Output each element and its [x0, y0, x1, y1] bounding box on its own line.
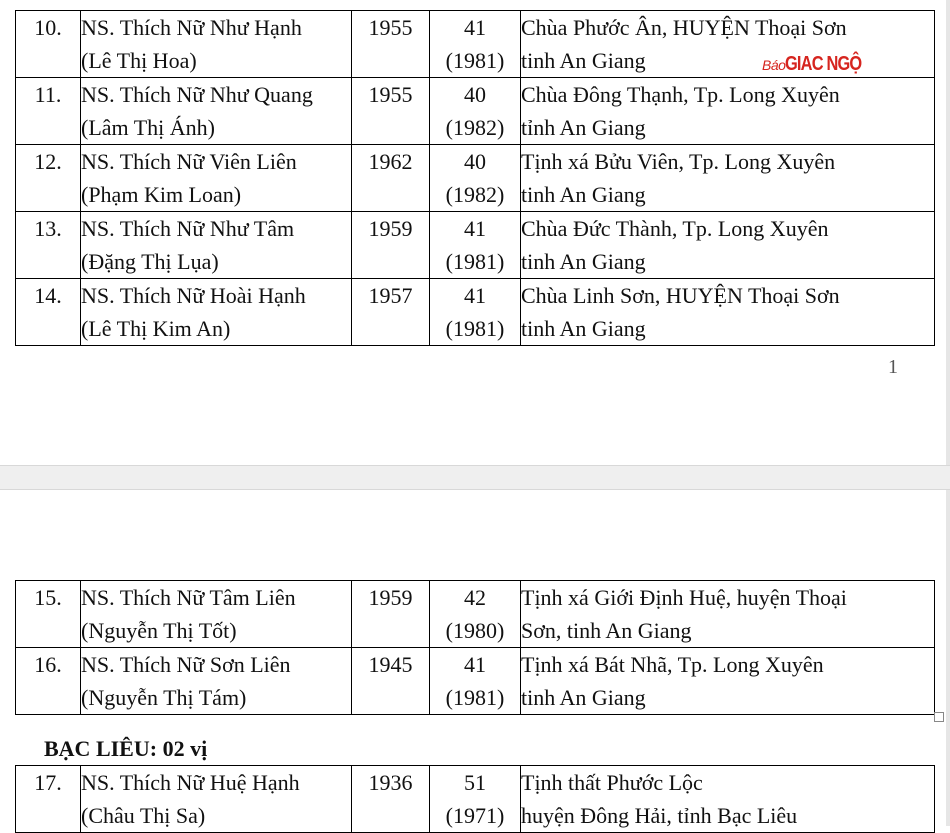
- table-row: [16, 581, 935, 648]
- ordination-year: (1981): [445, 316, 505, 341]
- page-edge: [946, 0, 950, 465]
- lay-name: (Lê Thị Kim An): [81, 316, 231, 341]
- row-number-cell: [16, 581, 81, 648]
- birth-year: 1936: [368, 770, 413, 795]
- table-row: [16, 145, 935, 212]
- temple-cell: [521, 648, 935, 715]
- ordination-year: (1981): [445, 249, 505, 274]
- section-heading-bac-lieu: BẠC LIÊU: 02 vị: [44, 736, 208, 761]
- lay-name: (Lê Thị Hoa): [81, 48, 197, 73]
- monks-table-page2: [15, 580, 935, 715]
- birth-year-cell: [352, 648, 430, 715]
- birth-year-cell: [352, 766, 430, 833]
- page-edge: [946, 489, 950, 826]
- birth-year: 1962: [368, 149, 413, 174]
- ordination-age: 42: [464, 585, 486, 610]
- temple-name: Chùa Phước Ân, HUYỆN Thoại Sơn: [521, 15, 847, 40]
- row-number-cell: [16, 11, 81, 78]
- row-number: 13.: [34, 216, 62, 241]
- temple-cell: [521, 581, 935, 648]
- birth-year: 1959: [368, 585, 413, 610]
- row-number: 17.: [34, 770, 62, 795]
- lay-name: (Lâm Thị Ánh): [81, 115, 216, 140]
- temple-cell: [521, 212, 935, 279]
- temple-name: Chùa Đức Thành, Tp. Long Xuyên: [521, 216, 829, 241]
- ordination-cell: [430, 78, 521, 145]
- name-cell: [81, 766, 352, 833]
- ordination-year: (1980): [445, 618, 505, 643]
- birth-year-cell: [352, 11, 430, 78]
- ordination-year: (1971): [445, 803, 505, 828]
- watermark-brand: GIAC NGỘ: [785, 53, 862, 75]
- ordination-age: 41: [464, 15, 486, 40]
- name-cell: [81, 212, 352, 279]
- birth-year: 1945: [368, 652, 413, 677]
- ordination-year: (1982): [445, 115, 505, 140]
- ordination-age: 41: [464, 216, 486, 241]
- table-row: [16, 766, 935, 833]
- temple-province: tinh An Giang: [521, 316, 646, 341]
- dharma-name: NS. Thích Nữ Huệ Hạnh: [81, 770, 300, 795]
- temple-name: Tịnh xá Bửu Viên, Tp. Long Xuyên: [521, 149, 836, 174]
- ordination-age: 41: [464, 652, 486, 677]
- ordination-year: (1981): [445, 48, 505, 73]
- lay-name: (Phạm Kim Loan): [81, 182, 242, 207]
- page-number: 1: [888, 356, 898, 378]
- temple-name: Tịnh thất Phước Lộc: [521, 770, 703, 795]
- row-number-cell: [16, 212, 81, 279]
- table-row: [16, 279, 935, 346]
- birth-year-cell: [352, 212, 430, 279]
- giac-ngo-watermark-logo: [762, 51, 879, 79]
- table-row: [16, 212, 935, 279]
- name-cell: [81, 145, 352, 212]
- ordination-cell: [430, 766, 521, 833]
- birth-year: 1955: [368, 82, 413, 107]
- table-row: [16, 78, 935, 145]
- temple-province: tinh An Giang: [521, 48, 646, 73]
- ordination-cell: [430, 145, 521, 212]
- birth-year-cell: [352, 78, 430, 145]
- lay-name: (Châu Thị Sa): [81, 803, 206, 828]
- birth-year: 1959: [368, 216, 413, 241]
- ordination-cell: [430, 648, 521, 715]
- row-number: 10.: [34, 15, 62, 40]
- row-number: 12.: [34, 149, 62, 174]
- temple-province: tinh An Giang: [521, 249, 646, 274]
- temple-name: Tịnh xá Giới Định Huệ, huyện Thoại: [521, 585, 847, 610]
- row-number: 15.: [34, 585, 62, 610]
- lay-name: (Nguyễn Thị Tám): [81, 685, 247, 710]
- row-number-cell: [16, 766, 81, 833]
- ordination-age: 41: [464, 283, 486, 308]
- row-number: 11.: [34, 82, 62, 107]
- dharma-name: NS. Thích Nữ Hoài Hạnh: [81, 283, 306, 308]
- ordination-year: (1982): [445, 182, 505, 207]
- ordination-year: (1981): [445, 685, 505, 710]
- ordination-cell: [430, 581, 521, 648]
- row-number-cell: [16, 145, 81, 212]
- temple-name: Chùa Linh Sơn, HUYỆN Thoại Sơn: [521, 283, 840, 308]
- temple-province: tinh An Giang: [521, 685, 646, 710]
- lay-name: (Nguyễn Thị Tốt): [81, 618, 237, 643]
- row-number-cell: [16, 78, 81, 145]
- name-cell: [81, 78, 352, 145]
- watermark-prefix: Báo: [762, 57, 786, 73]
- temple-name: Tịnh xá Bát Nhã, Tp. Long Xuyên: [521, 652, 824, 677]
- dharma-name: NS. Thích Nữ Như Quang: [81, 82, 313, 107]
- ordination-cell: [430, 11, 521, 78]
- name-cell: [81, 279, 352, 346]
- ordination-cell: [430, 279, 521, 346]
- dharma-name: NS. Thích Nữ Như Hạnh: [81, 15, 302, 40]
- monks-table-bac-lieu: [15, 765, 935, 833]
- temple-cell: [521, 766, 935, 833]
- dharma-name: NS. Thích Nữ Viên Liên: [81, 149, 297, 174]
- page-break-gap: [0, 465, 950, 490]
- birth-year-cell: [352, 145, 430, 212]
- name-cell: [81, 581, 352, 648]
- dharma-name: NS. Thích Nữ Sơn Liên: [81, 652, 291, 677]
- temple-name: Chùa Đông Thạnh, Tp. Long Xuyên: [521, 82, 840, 107]
- table-row: [16, 648, 935, 715]
- row-number-cell: [16, 279, 81, 346]
- temple-province: tỉnh An Giang: [521, 115, 646, 140]
- temple-province: tinh An Giang: [521, 182, 646, 207]
- ordination-cell: [430, 212, 521, 279]
- temple-province: Sơn, tinh An Giang: [521, 618, 692, 643]
- birth-year: 1955: [368, 15, 413, 40]
- temple-cell: [521, 145, 935, 212]
- name-cell: [81, 648, 352, 715]
- temple-cell: [521, 78, 935, 145]
- ordination-age: 51: [464, 770, 486, 795]
- lay-name: (Đặng Thị Lụa): [81, 249, 219, 274]
- table-resize-handle[interactable]: [934, 712, 944, 722]
- ordination-age: 40: [464, 82, 486, 107]
- row-number: 14.: [34, 283, 62, 308]
- row-number-cell: [16, 648, 81, 715]
- row-number: 16.: [34, 652, 62, 677]
- ordination-age: 40: [464, 149, 486, 174]
- temple-cell: [521, 279, 935, 346]
- birth-year-cell: [352, 279, 430, 346]
- temple-province: huyện Đông Hải, tỉnh Bạc Liêu: [521, 803, 798, 828]
- dharma-name: NS. Thích Nữ Như Tâm: [81, 216, 295, 241]
- birth-year: 1957: [368, 283, 413, 308]
- name-cell: [81, 11, 352, 78]
- dharma-name: NS. Thích Nữ Tâm Liên: [81, 585, 296, 610]
- birth-year-cell: [352, 581, 430, 648]
